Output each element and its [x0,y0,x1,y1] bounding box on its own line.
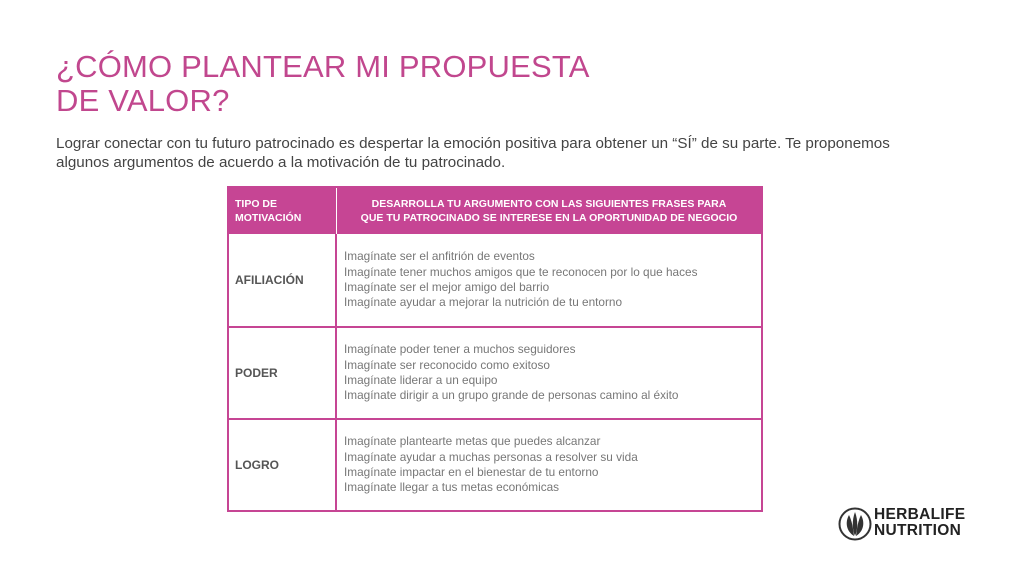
header-argument-phrases [337,188,761,234]
logo-line-1: HERBALIFE [874,506,966,523]
intro-line-1: Lograr conectar con tu futuro patrocinado es despertar la emoción positiva para obtener un “SÍ” de su parte. Te proponemos [56,135,890,152]
phrase-line: Imagínate ser reconocido como exitoso [344,357,550,372]
page-title [56,50,756,118]
motivation-table [227,186,763,512]
phrase-line: Imagínate tener muchos amigos que te reconocen por lo que haces [344,264,698,279]
motivation-cell-affiliation: AFILIACIÓN [229,234,337,326]
phrase-line: Imagínate ser el anfitrión de eventos [344,249,535,264]
header-col2-line-1: DESARROLLA TU ARGUMENTO CON LAS SIGUIENTES FRASES PARA [371,198,727,210]
logo-wordmark [874,507,965,539]
phrase-line: Imagínate plantearte metas que puedes alcanzar [344,434,601,449]
intro-paragraph [56,134,936,172]
header-col2-line-2: QUE TU PATROCINADO SE INTERESE EN LA OPORTUNIDAD DE NEGOCIO [360,212,738,224]
phrases-cell-affiliation [337,234,761,326]
herbalife-logo [838,505,998,545]
logo-line-2: NUTRITION [874,522,962,539]
herbalife-leaf-icon [838,507,872,541]
header-col1-line-2: MOTIVACIÓN [235,212,302,224]
intro-line-2: algunos argumentos de acuerdo a la motivación de tu patrocinado. [56,154,506,171]
phrase-line: Imagínate liderar a un equipo [344,373,498,387]
phrase-line: Imagínate ayudar a muchas personas a resolver su vida [344,449,638,464]
phrase-line: Imagínate poder tener a muchos seguidores [344,342,576,357]
motivation-cell-achievement: LOGRO [229,418,337,510]
phrases-cell-power [337,326,761,418]
phrase-line: Imagínate ayudar a mejorar la nutrición de tu entorno [344,295,623,310]
phrase-line: Imagínate dirigir a un grupo grande de personas camino al éxito [344,388,679,403]
phrase-line: Imagínate llegar a tus metas económicas [344,480,560,495]
motivation-cell-power: PODER [229,326,337,418]
phrase-line: Imagínate ser el mejor amigo del barrio [344,280,550,294]
phrases-cell-achievement [337,418,761,510]
page-title-line-1: ¿CÓMO PLANTEAR MI PROPUESTA [56,49,590,84]
header-col1-line-1: TIPO DE [235,198,278,210]
page-title-line-2: DE VALOR? [56,83,230,118]
phrase-line: Imagínate impactar en el bienestar de tu entorno [344,465,599,479]
header-motivation-type [229,188,337,234]
